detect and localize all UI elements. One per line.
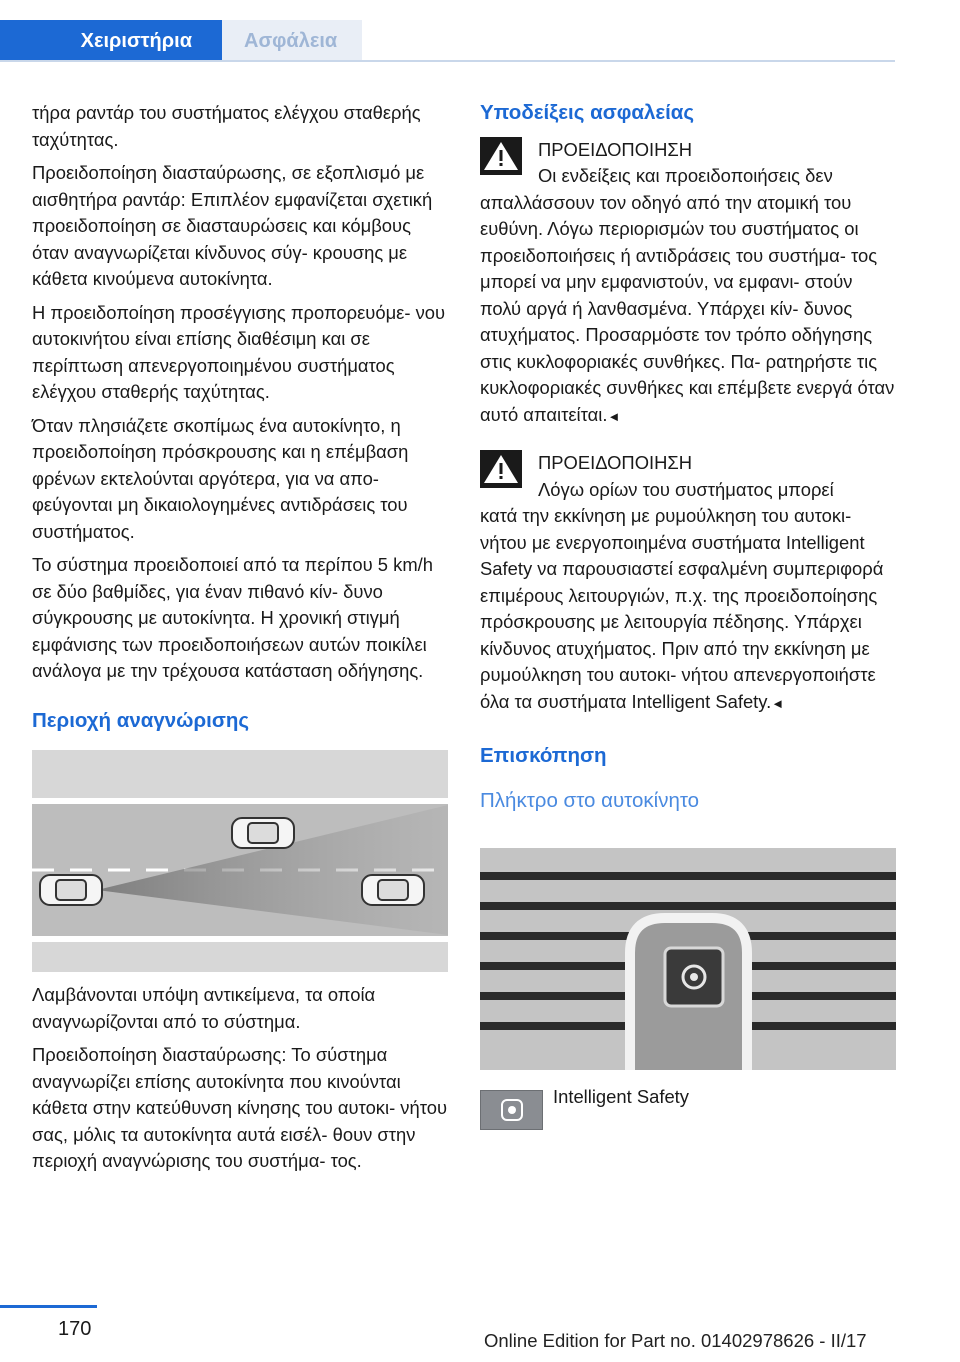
right-column <box>480 100 898 814</box>
warning-text <box>480 190 898 431</box>
section-heading-safety: Υποδείξεις ασφαλείας <box>480 101 695 124</box>
paragraph: Προειδοποίηση διασταύρωσης: Το σύστημα αναγνωρίζει επίσης αυτοκίνητα που κινούνται κάθετα στην κατεύθυνση κίνησης του αυτοκι‐ νήτου σας, μόλις τα αυτοκίνητα αυτά εισέλ‐ θουν στην περιοχή αναγνώρισης του συστήμα‐ τος. <box>32 1044 448 1171</box>
warning-text <box>480 503 898 717</box>
paragraph: Όταν πλησιάζετε σκοπίμως ένα αυτοκίνητο, η προειδοποίηση πρόσκρουσης και η επέμβαση φρένων εκτελούνται αργότερα, για να απο‐ φεύγονται μη δικαιολογημένες αντιδράσεις του συστήματος. <box>32 414 409 542</box>
end-mark: ◄ <box>607 408 621 424</box>
header <box>0 0 895 62</box>
warning-triangle-icon <box>480 137 522 175</box>
section-heading-overview: Επισκόπηση <box>480 744 607 767</box>
paragraph: Η προειδοποίηση προσέγγισης προπορευόμε‐ νου αυτοκινήτου είναι επίσης διαθέσιμη και σε περίπτωση απενεργοποιημένου συστήματος ελέγχου σταθερής ταχύτητας. <box>32 301 446 402</box>
car-icon <box>362 875 424 905</box>
paragraph: Το σύστημα προειδοποιεί από τα περίπου 5 km/h σε δύο βαθμίδες, για έναν πιθανό κίν‐ δυνο σύγκρουσης με αυτοκίνητα. Η χρονική στιγμή εμφάνισης των προειδοποιήσεων αυτών ποικίλει ανάλογα με την τρέχουσα κατάσταση οδήγησης. <box>32 554 433 681</box>
warning-body: απαλλάσσουν τον οδηγό από την ατομική του ευθύνη. Λόγω περιορισμών του συστήματος οι προειδοποιήσεις ή αντιδράσεις του συστήμα‐ τος μπορεί να μην εμφανιστούν, να εμφανι‐ στούν πολύ αργά ή λανθασμένα. Υπάρχει κίν‐ δυνος ατυχήματος. Προσαρμόστε τον τρόπο οδήγησης στις κυκλοφοριακές συνθήκες. Πα‐ ρατηρήστε τις κυκλοφοριακές συνθήκες και επέμβετε ενεργά όταν αυτό απαιτείται. <box>480 191 895 425</box>
car-icon <box>40 875 102 905</box>
section-heading-detection-area: Περιοχή αναγνώρισης <box>32 708 250 732</box>
intelligent-safety-label: Intelligent Safety <box>553 1086 689 1107</box>
paragraph: τήρα ραντάρ του συστήματος ελέγχου σταθερής ταχύτητας. <box>32 102 421 150</box>
intelligent-safety-icon <box>480 1090 543 1130</box>
end-mark: ◄ <box>771 695 785 711</box>
subheading-button-in-car: Πλήκτρο στο αυτοκίνητο <box>480 788 700 812</box>
warning-triangle-icon <box>480 450 522 488</box>
warning-block <box>480 137 898 431</box>
car-icon <box>232 818 294 848</box>
detection-area-figure <box>32 750 448 972</box>
footer-divider <box>0 1305 97 1308</box>
warning-title: ΠΡΟΕΙΔΟΠΟΙΗΣΗ <box>538 452 693 473</box>
header-divider <box>0 60 895 62</box>
page-number: 170 <box>58 1318 92 1340</box>
tab-safety[interactable]: Ασφάλεια <box>222 20 362 62</box>
warning-title: ΠΡΟΕΙΔΟΠΟΙΗΣΗ <box>538 138 693 160</box>
left-column <box>32 100 452 734</box>
intelligent-safety-button-icon <box>665 948 723 1006</box>
detection-area-illustration <box>32 750 448 972</box>
left-column-bottom <box>32 982 452 1182</box>
warning-body: κατά την εκκίνηση με ρυμούλκηση του αυτοκι‐ νήτου με ενεργοποιημένα συστήματα Intelligent Safety να παρουσιαστεί εσφαλμένη συμπεριφορά επιμέρους λειτουργιών, π.χ. της προειδοποίησης πρόσκρουσης με λειτουργία πέδησης. Υπάρχει κίνδυνος ατυχήματος. Πριν από την εκκίνηση με ρυμούλκηση του αυτοκι‐ νήτου απενεργοποιήστε όλα τα συστήματα Intelligent Safety. <box>480 505 884 712</box>
paragraph: Προειδοποίηση διασταύρωσης, σε εξοπλισμό με αισθητήρα ραντάρ: Επιπλέον εμφανίζεται σχετική προειδοποίηση σε διασταυρώσεις και κόμβους όταν αναγνωρίζεται κίνδυνος σύγ‐ κρουσης με κάθετα κινούμενα αυτοκίνητα. <box>32 162 433 289</box>
warning-text-first-line: Οι ενδείξεις και προειδοποιήσεις δεν <box>538 165 833 186</box>
grille-button-figure <box>480 848 896 1070</box>
warning-text-first-line: Λόγω ορίων του συστήματος μπορεί <box>538 478 834 500</box>
paragraph: Λαμβάνονται υπόψη αντικείμενα, τα οποία αναγνωρίζονται από το σύστημα. <box>32 984 376 1032</box>
warning-block <box>480 450 898 717</box>
safety-shield-icon <box>500 1098 524 1122</box>
edition-text: Online Edition for Part no. 01402978626 - II/17 <box>484 1330 867 1351</box>
grille-illustration <box>480 848 896 1070</box>
tab-controls[interactable]: Χειριστήρια <box>0 20 222 62</box>
